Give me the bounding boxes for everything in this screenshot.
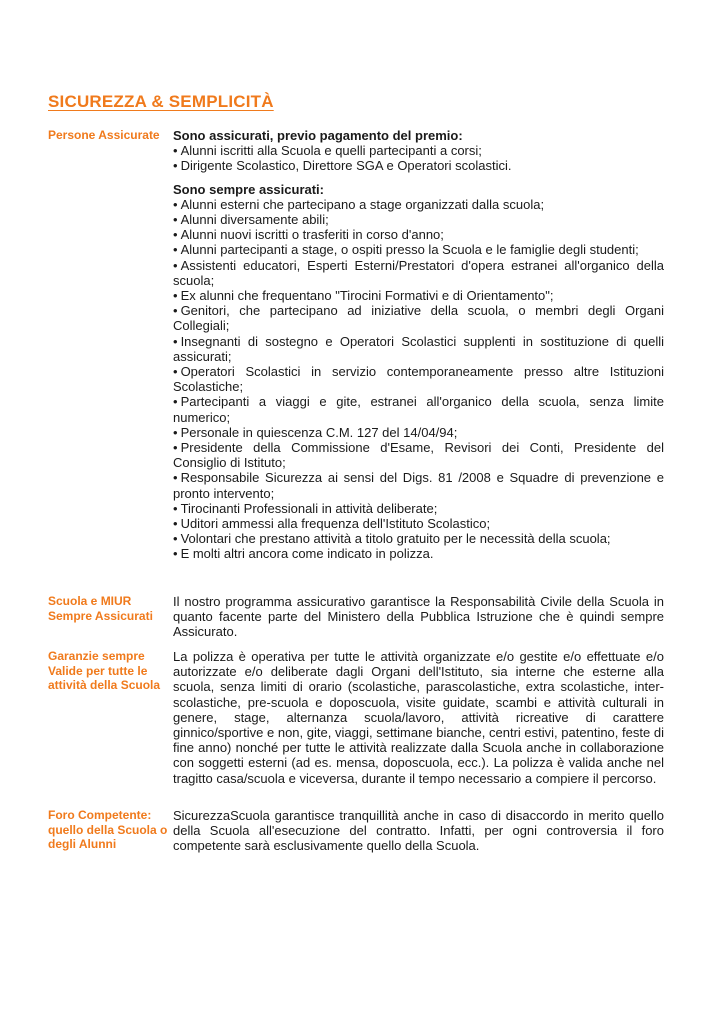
list-item: • Uditori ammessi alla frequenza dell'Istituto Scolastico; — [173, 516, 664, 531]
list-item: • Tirocinanti Professionali in attività deliberate; — [173, 501, 664, 516]
list-item: • Volontari che prestano attività a titolo gratuito per le necessità della scuola; — [173, 531, 664, 546]
group-heading: Sono sempre assicurati: — [173, 181, 324, 197]
section-content — [173, 649, 664, 786]
list-item: • Alunni partecipanti a stage, o ospiti presso la Scuola e le famiglie degli studenti; — [173, 242, 664, 257]
group-heading: Sono assicurati, previo pagamento del premio: — [173, 128, 463, 143]
section-content — [173, 594, 664, 640]
section-content — [173, 128, 664, 562]
section-content — [173, 808, 664, 854]
section-label: Foro Competente: quello della Scuola o degli Alunni — [48, 808, 168, 851]
list-item: • Alunni nuovi iscritti o trasferiti in corso d'anno; — [173, 227, 664, 242]
list-item: • Presidente della Commissione d'Esame, Revisori dei Conti, Presidente del Consiglio di Istituto; — [173, 440, 664, 470]
page-title: SICUREZZA & SEMPLICITÀ — [48, 92, 274, 111]
bullet-list — [173, 143, 664, 173]
list-item: • Partecipanti a viaggi e gite, estranei all'organico della scuola, senza limite numerico; — [173, 394, 664, 424]
section-label: Persone Assicurate — [48, 128, 160, 142]
list-item: • Responsabile Sicurezza ai sensi del Digs. 81 /2008 e Squadre di prevenzione e pronto intervento; — [173, 470, 664, 500]
section-text: SicurezzaScuola garantisce tranquillità anche in caso di disaccordo in merito quello della Scuola all'esecuzione del contratto. Infatti, per ogni controversia il foro competente sarà esclusivamente quello della Scuola. — [173, 808, 664, 854]
list-item: • Assistenti educatori, Esperti Esterni/Prestatori d'opera estranei all'organico della scuola; — [173, 258, 664, 288]
list-item: • Operatori Scolastici in servizio contemporaneamente presso altre Istituzioni Scolastiche; — [173, 364, 664, 394]
bullet-list — [173, 197, 664, 562]
section-foro-competente — [48, 808, 664, 854]
section-garanzie — [48, 649, 664, 786]
list-item: • Genitori, che partecipano ad iniziative della scuola, o membri degli Organi Collegiali; — [173, 303, 664, 333]
section-text: Il nostro programma assicurativo garantisce la Responsabilità Civile della Scuola in quanto facente parte del Ministero della Pubblica Istruzione che è quindi sempre Assicurato. — [173, 594, 664, 640]
section-scuola-miur — [48, 594, 664, 640]
section-text: La polizza è operativa per tutte le attività organizzate e/o gestite e/o effettuate e/o autorizzate e/o deliberate dagli Organi dell'Istituto, sia interne che esterne alla scuola, senza limiti di orario (scolastiche, parascolastiche, extra scolastiche, inter-scolastiche, pre-scuola e doposcuola, visite guidate, scambi e attività culturali in genere, stage, alternanza scuola/lavoro, attività ricreative di carattere ginnico/sportive e non, gite, viaggi, settimane bianche, centri estivi, patentino, feste di fine anno) nonché per tutte le attività realizzate dalla Scuola anche in collaborazione con soggetti esterni (ad es. mensa, doposcuola, ecc.). La polizza è valida anche nel tragitto casa/scuola e viceversa, durante il tempo necessario a compiere il percorso. — [173, 649, 664, 786]
list-item: • Alunni esterni che partecipano a stage organizzati dalla scuola; — [173, 197, 664, 212]
list-item: • Alunni diversamente abili; — [173, 212, 664, 227]
list-item: • Ex alunni che frequentano "Tirocini Formativi e di Orientamento"; — [173, 288, 664, 303]
section-label: Scuola e MIUR Sempre Assicurati — [48, 594, 153, 623]
list-item: • Dirigente Scolastico, Direttore SGA e Operatori scolastici. — [173, 158, 664, 173]
list-item: • Insegnanti di sostegno e Operatori Scolastici supplenti in sostituzione di quelli assicurati; — [173, 334, 664, 364]
list-item: • E molti altri ancora come indicato in polizza. — [173, 546, 664, 561]
list-item: • Alunni iscritti alla Scuola e quelli partecipanti a corsi; — [173, 143, 664, 158]
list-item: • Personale in quiescenza C.M. 127 del 14/04/94; — [173, 425, 664, 440]
section-label: Garanzie sempre Valide per tutte le attività della Scuola — [48, 649, 161, 692]
section-persone-assicurate — [48, 128, 664, 562]
